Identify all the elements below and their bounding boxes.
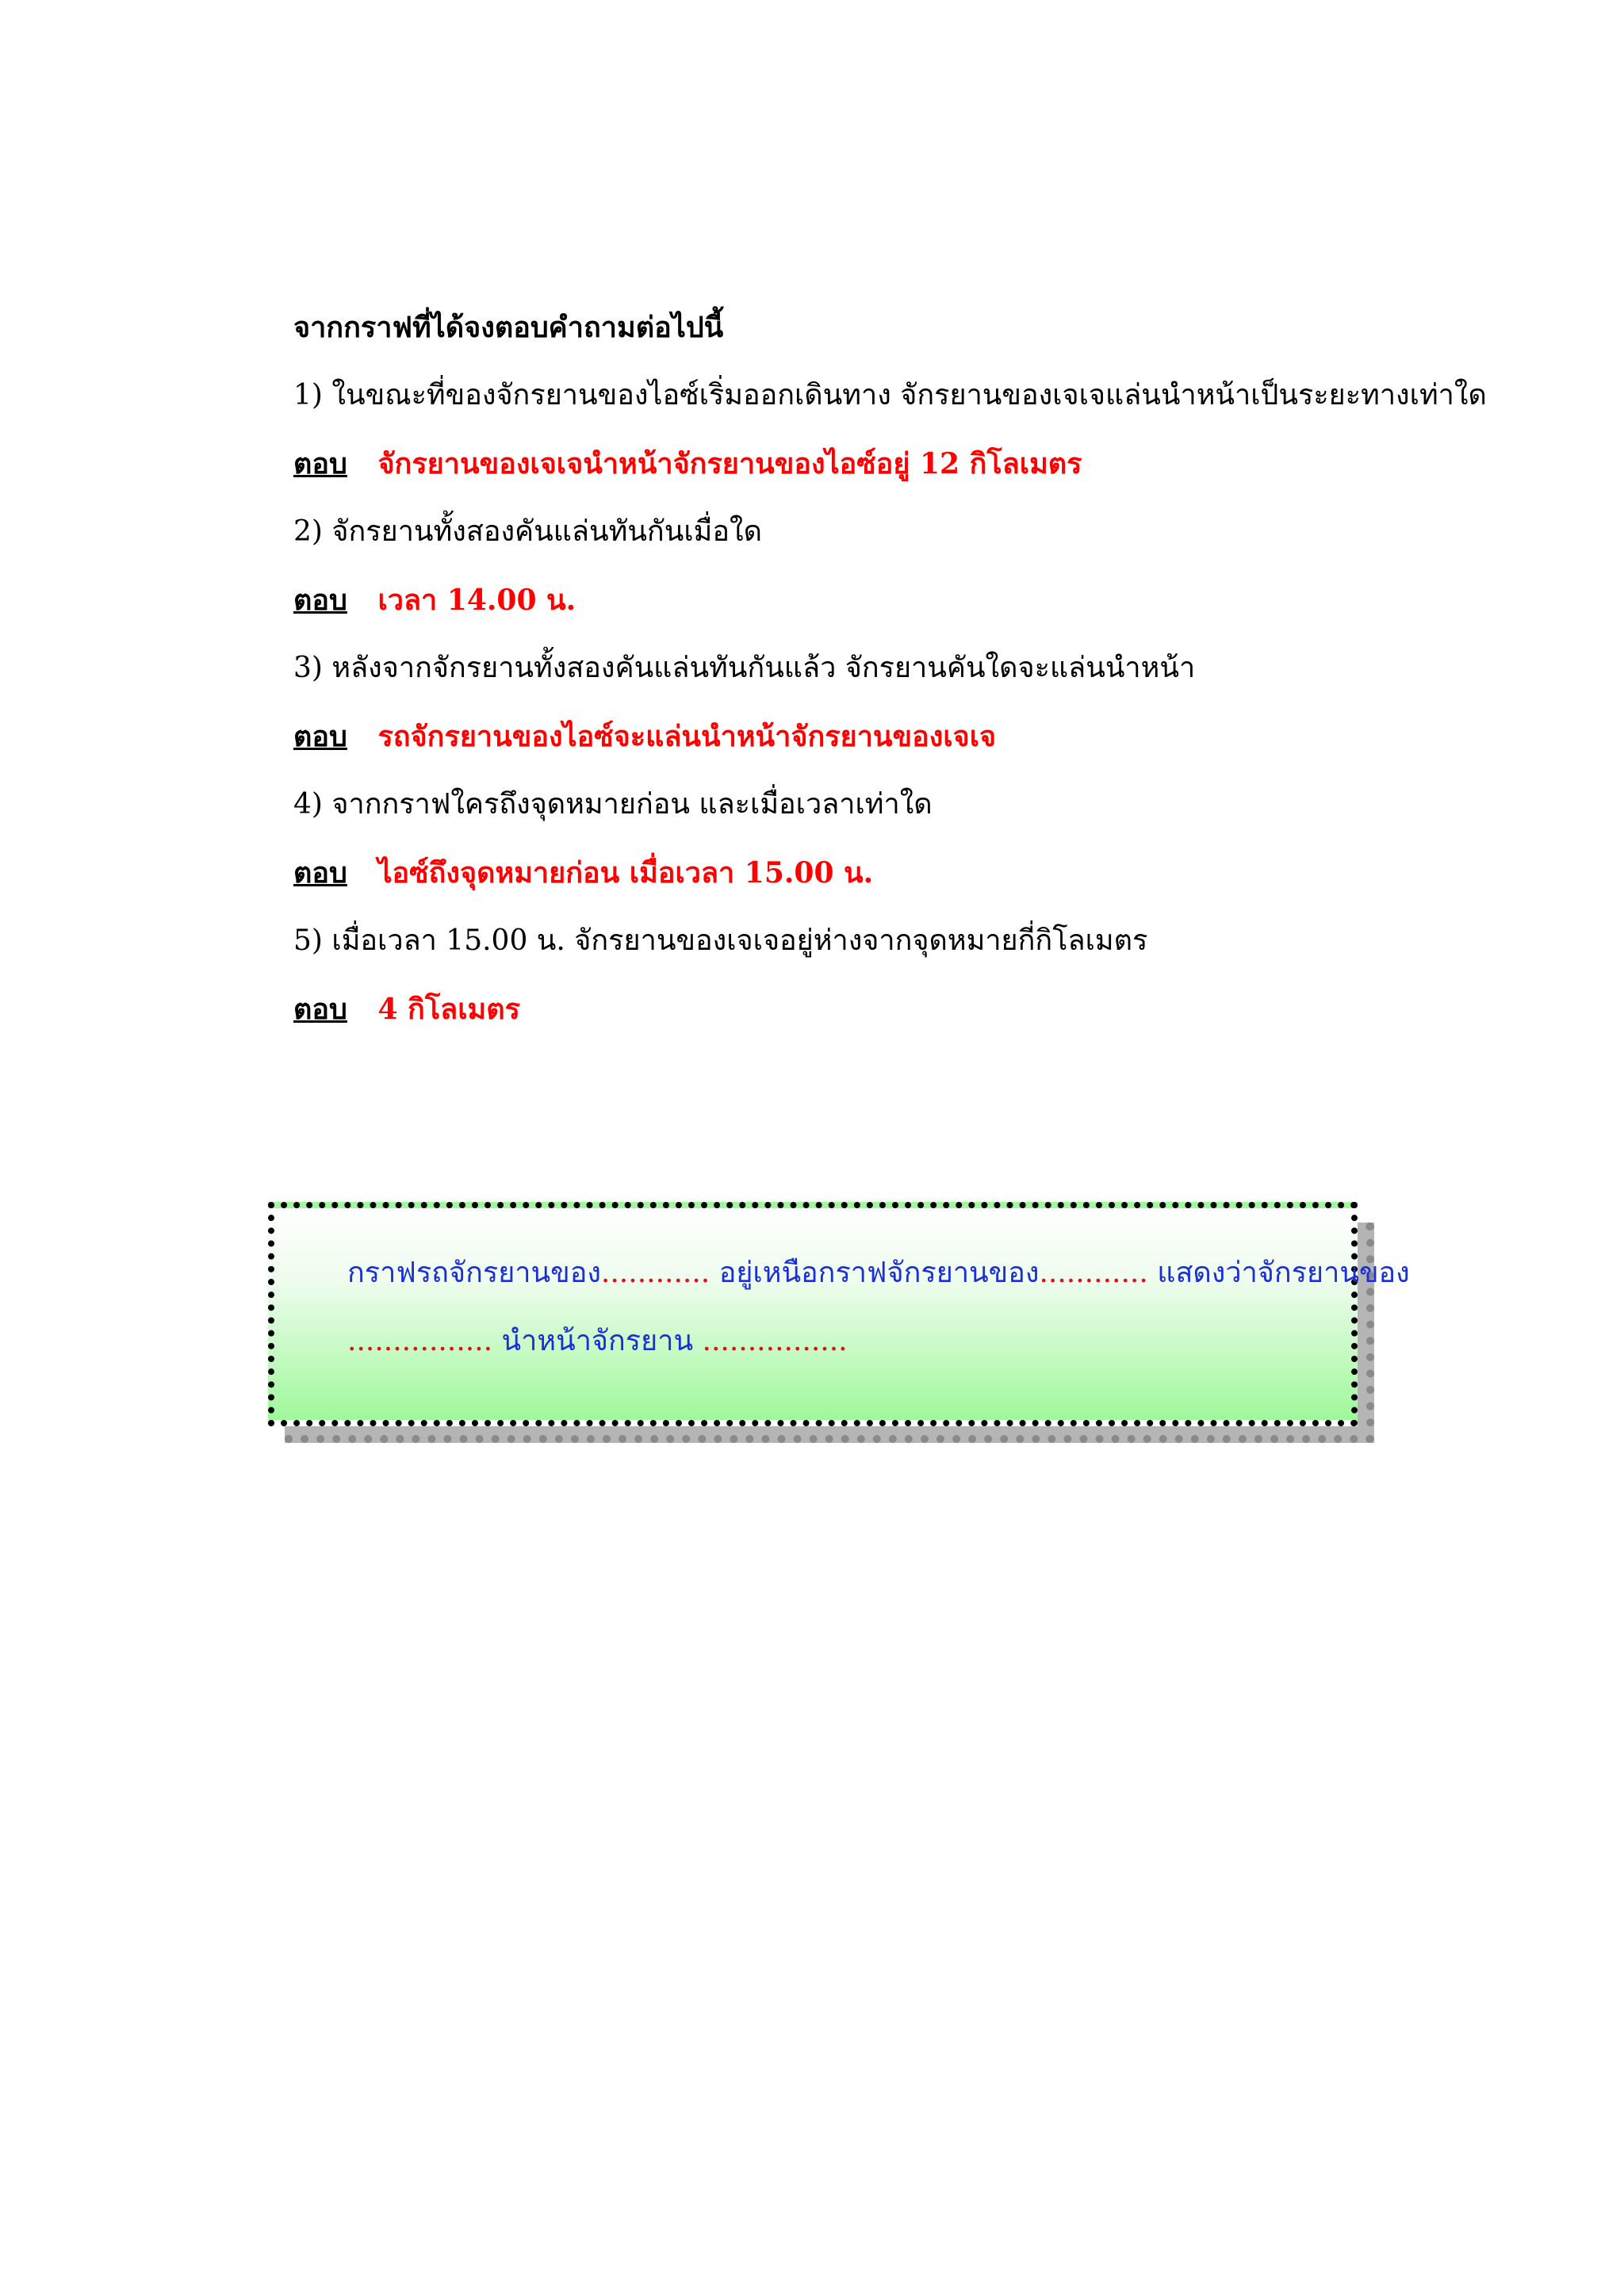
summary-text: แสดงว่าจักรยานของ — [1147, 1257, 1410, 1289]
fill-blank: ................ — [347, 1325, 493, 1357]
answer-text: ไอซ์ถึงจุดหมายก่อน เมื่อเวลา 15.00 น. — [377, 856, 874, 890]
answer-label: ตอบ — [293, 993, 347, 1026]
question-3: 3) หลังจากจักรยานทั้งสองคันแล่นทันกันแล้ว จักรยานคันใดจะแล่นนำหน้า — [293, 652, 1196, 684]
answer-label: ตอบ — [293, 584, 347, 617]
answer-text: 4 กิโลเมตร — [377, 993, 520, 1026]
worksheet-heading: จากกราฟที่ได้จงตอบคำถามต่อไปนี้ — [293, 311, 724, 344]
answer-label: ตอบ — [293, 447, 347, 480]
summary-text: อยู่เหนือกราฟจักรยานของ — [710, 1257, 1040, 1289]
question-2: 2) จักรยานทั้งสองคันแล่นทันกันเมื่อใด — [293, 515, 762, 548]
summary-box — [268, 1202, 1410, 1426]
answer-5 — [293, 975, 1443, 1043]
answer-label: ตอบ — [293, 720, 347, 753]
answer-text: รถจักรยานของไอซ์จะแล่นนำหน้าจักรยานของเจเจ — [377, 720, 997, 753]
summary-text: กราฟรถจักรยานของ — [347, 1257, 601, 1289]
answer-text: เวลา 14.00 น. — [377, 584, 576, 617]
fill-blank: ............ — [600, 1257, 710, 1289]
summary-line-2 — [347, 1318, 848, 1363]
answer-label: ตอบ — [293, 856, 347, 890]
worksheet — [293, 293, 1487, 1043]
answer-text: จักรยานของเจเจนำหน้าจักรยานของไอซ์อยู่ 12 กิโลเมตร — [377, 447, 1082, 480]
fill-blank: ............ — [1039, 1257, 1148, 1289]
question-4: 4) จากกราฟใครถึงจุดหมายก่อน และเมื่อเวลาเท่าใด — [293, 788, 933, 821]
answer-4 — [293, 839, 1443, 907]
question-5: 5) เมื่อเวลา 15.00 น. จักรยานของเจเจอยู่ห่างจากจุดหมายกี่กิโลเมตร — [293, 924, 1148, 957]
summary-line-1 — [347, 1249, 1410, 1295]
fill-blank: ................ — [702, 1325, 848, 1357]
answer-1 — [293, 430, 1443, 498]
summary-text: นำหน้าจักรยาน — [492, 1325, 703, 1357]
answer-2 — [293, 566, 1443, 634]
question-1: 1) ในขณะที่ของจักรยานของไอซ์เริ่มออกเดินทาง จักรยานของเจเจแล่นนำหน้าเป็นระยะทางเท่าใด — [293, 379, 1487, 411]
answer-3 — [293, 702, 1443, 771]
